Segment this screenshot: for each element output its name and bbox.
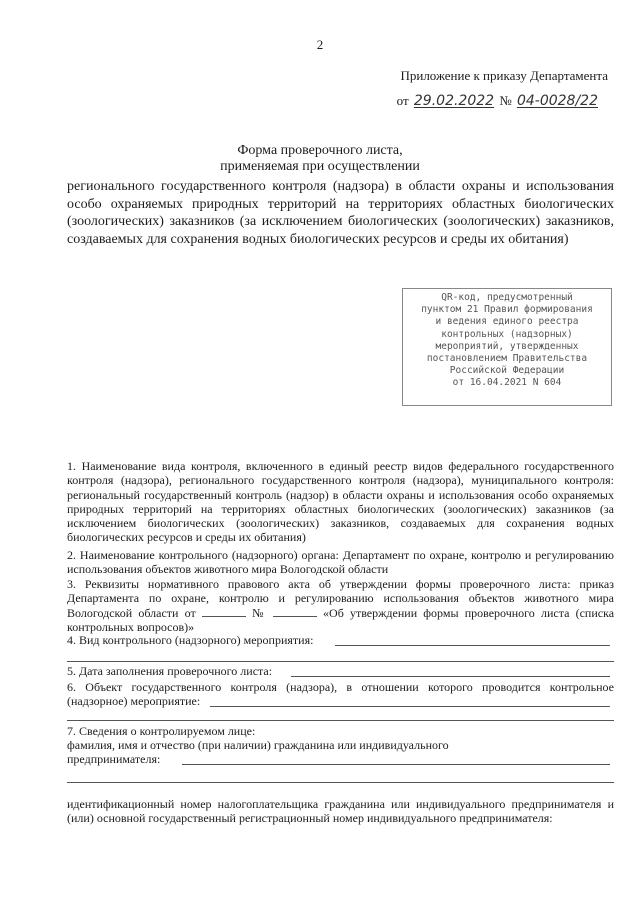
order-number: 04-0028/22 <box>516 93 598 109</box>
item-1-control-type: 1. Наименование вида контроля, включенного в единый реестр видов федерального государственного контроля (надзора), регионального государственного контроля (надзора), муниципального контроля: региональный государственный контроль (надзор) в области охраны и использования особо охраняемых природных территорий на территориях областных биологических (зоологических) заказников (за исключением биологических (зоологических) заказников, создаваемых для сохранения водных биологических ресурсов и среды их обитания) <box>67 459 614 545</box>
item-7-person-name-label: фамилия, имя и отчество (при наличии) гражданина или индивидуального предпринимателя: <box>67 738 449 767</box>
page-number: 2 <box>316 37 324 52</box>
form-title-line-2: применяемая при осуществлении <box>220 159 420 174</box>
event-type-field[interactable] <box>335 645 610 646</box>
form-subject: регионального государственного контроля (надзора) в области охраны и использования особо охраняемых природных территорий на территориях областных биологических (зоологических) заказников (за исключением биологических (зоологических) заказников, создаваемых для сохранения водных биологических ресурсов и среды их обитания) <box>67 179 614 247</box>
item-7-title: 7. Сведения о контролируемом лице: <box>67 724 256 738</box>
qr-code-placeholder <box>402 288 612 406</box>
event-type-field-line-2[interactable] <box>67 661 614 662</box>
appendix-label: Приложение к приказу Департамента <box>400 68 608 83</box>
control-object-field[interactable] <box>210 706 610 707</box>
item-3-text-part-1: 3. Реквизиты нормативного правового акта об утверждении формы проверочного листа: приказ Департамента по охране, контролю и регулированию использования объектов животного мира Вологодской области от <box>67 577 614 620</box>
qr-line: от 16.04.2021 N 604 <box>452 377 562 389</box>
date-blank[interactable] <box>202 615 246 617</box>
qr-line: контрольных (надзорных) <box>441 328 573 340</box>
order-reference <box>397 93 600 109</box>
number-blank[interactable] <box>273 615 317 617</box>
item-6-control-object: 6. Объект государственного контроля (надзора), в отношении которого проводится контрольное (надзорное) мероприятие: <box>67 680 614 709</box>
item-2-control-body: 2. Наименование контрольного (надзорного) органа: Департамент по охране, контролю и регулированию использования объектов животного мира Вологодской области <box>67 548 614 577</box>
form-title-line-1: Форма проверочного листа, <box>237 143 403 158</box>
qr-line: Российской Федерации <box>449 365 565 377</box>
item-3-legal-act <box>67 577 614 634</box>
person-name-field-line-2[interactable] <box>67 782 614 783</box>
qr-line: QR-код, предусмотренный <box>441 292 573 303</box>
qr-line: мероприятий, утвержденных <box>435 340 579 352</box>
form-title <box>60 143 580 175</box>
order-number-label: № <box>499 93 512 108</box>
person-name-field[interactable] <box>182 764 610 765</box>
order-from-label: от <box>396 93 409 108</box>
control-object-field-line-2[interactable] <box>67 720 614 721</box>
item-3-number-label: № <box>252 605 267 620</box>
order-date: 29.02.2022 <box>413 93 495 109</box>
item-3-text-part-2: «Об утверждении формы проверочного листа (списка контрольных вопросов)» <box>67 605 615 634</box>
fill-date-field[interactable] <box>291 676 610 677</box>
item-4-event-type: 4. Вид контрольного (надзорного) мероприятия: <box>67 633 314 647</box>
qr-line: пунктом 21 Правил формирования <box>421 304 593 316</box>
item-7-inn-label: идентификационный номер налогоплательщика гражданина или индивидуального предпринимателя и (или) основной государственный регистрационный номер индивидуального предпринимателя: <box>67 797 614 826</box>
item-5-fill-date: 5. Дата заполнения проверочного листа: <box>67 664 273 678</box>
qr-line: и ведения единого реестра <box>435 316 579 328</box>
qr-line: постановлением Правительства <box>426 353 588 365</box>
